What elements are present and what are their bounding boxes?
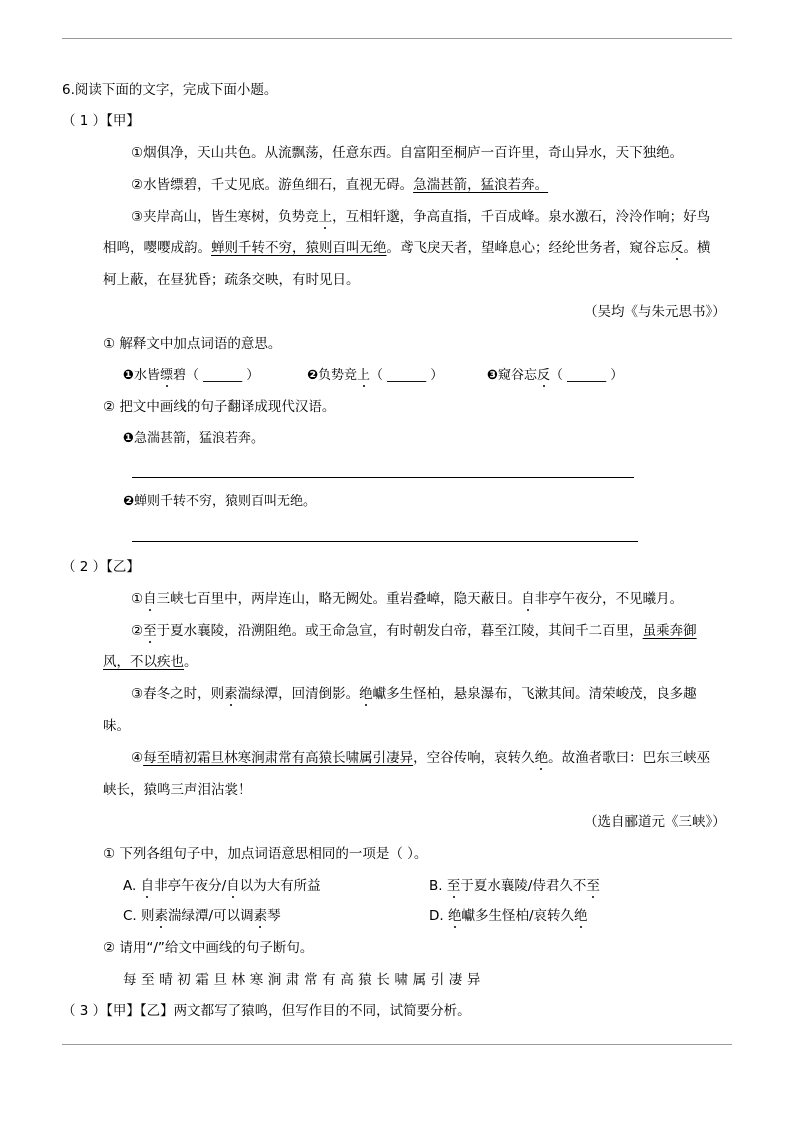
dotted-word-zi: 自 <box>143 591 157 607</box>
p3-line2-a: 相鸣，嘤嘤成韵。 <box>103 240 211 256</box>
underlined-sentence-3a: 虽乘奔御 <box>642 623 697 639</box>
top-divider <box>62 38 732 39</box>
dotted-word: 缥 <box>160 368 174 383</box>
dotted-word-jue: 绝 <box>359 686 373 702</box>
part1-paragraph-2 <box>131 175 548 195</box>
dotted-word: 绝 <box>447 908 462 924</box>
dotted-word: 上 <box>357 368 371 383</box>
p3-text-b: ，互相轩邈，争高直指，千百成峰。泉水激石，泠泠作响；好鸟 <box>332 209 711 225</box>
part1-q2-sentence-2: ❷蝉则千转不穷，猿则百叫无绝。 <box>123 494 317 509</box>
dotted-word: 自 <box>226 878 240 894</box>
answer-line-2[interactable] <box>132 541 638 542</box>
option-d[interactable]: D. 绝巘多生怪柏/哀转久绝 <box>429 908 588 924</box>
dotted-word-zhi: 至 <box>143 623 157 639</box>
underlined-sentence-4: 每至晴初霜旦林寒涧肃常有高猿长啸属引凄异 <box>143 750 414 766</box>
part3-label: （ 3 ）【甲】【乙】两文都写了猿鸣，但写作目的不同，试简要分析。 <box>62 1003 471 1019</box>
dotted-word: 素 <box>253 908 268 924</box>
part2-source: （选自郦道元《三峡》） <box>584 814 726 830</box>
dotted-word-zi-2: 自 <box>521 591 535 607</box>
part2-paragraph-2-line1: ②至于夏水襄陵，沿溯阻绝。或王命急宣，有时朝发白帝，暮至江陵，其间千二百里，虽乘奔御 <box>131 623 697 639</box>
part1-paragraph-3-line2 <box>103 238 711 258</box>
underlined-sentence-3b: 风，不以疾也 <box>103 654 184 670</box>
part2-q1-label: ① 下列各组句子中，加点词语意思相同的一项是（ ）。 <box>103 846 428 862</box>
part2-paragraph-1: ①自三峡七百里中，两岸连山，略无阙处。重岩叠嶂，隐天蔽日。自非亭午夜分，不见曦月。 <box>131 591 684 607</box>
dotted-word: 至 <box>446 878 461 894</box>
item-number: ❶ <box>123 368 135 383</box>
part2-paragraph-3-line2: 味。 <box>103 718 130 734</box>
part1-q1-item-3: ❸窥谷忘反（ ______ ） <box>487 368 624 383</box>
part1-q2-label: ② 把文中画线的句子翻译成现代汉语。 <box>103 399 336 415</box>
part1-source: （吴均《与朱元思书》） <box>584 304 726 320</box>
part1-paragraph-1: ①烟俱净，天山共色。从流飘荡，任意东西。自富阳至桐庐一百许里，奇山异水，天下独绝。 <box>131 145 684 161</box>
dotted-word: 反 <box>537 368 551 383</box>
p3-line2-b: 。鸢飞戾天者，望峰息心；经纶世务者，窥谷忘 <box>386 240 670 256</box>
dotted-word: 至 <box>586 878 600 894</box>
part1-q1-item-2: ❷负势竞上（ ______ ） <box>307 368 444 383</box>
part1-q1-item-1: ❶水皆缥碧（ ______ ） <box>123 368 260 383</box>
dotted-word-shang: 上 <box>318 209 333 225</box>
part2-paragraph-4-line2: 峡长，猿鸣三声泪沾裳！ <box>103 782 252 798</box>
item-number: ❷ <box>307 368 319 383</box>
dotted-word-su: 素 <box>224 686 238 702</box>
underlined-sentence-2: 蝉则千转不穷，猿则百叫无绝 <box>211 240 387 256</box>
option-a[interactable]: A. 自非亭午夜分/自以为大有所益 <box>123 878 321 894</box>
part1-q1-label: ① 解释文中加点词语的意思。 <box>103 336 282 352</box>
answer-line-1[interactable] <box>132 477 634 478</box>
part2-label: （ 2 ）【乙】 <box>62 559 140 575</box>
part1-paragraph-3-line1 <box>131 207 710 227</box>
option-c[interactable]: C. 则素湍绿潭/可以调素琴 <box>123 908 281 924</box>
part2-paragraph-2-line2: 风，不以疾也。 <box>103 654 198 670</box>
part2-paragraph-3-line1: ③春冬之时，则素湍绿潭，回清倒影。绝巘多生怪柏，悬泉瀑布，飞漱其间。清荣峻茂，良多趣 <box>131 686 697 702</box>
dotted-word-fan: 反 <box>670 240 684 256</box>
option-b[interactable]: B. 至于夏水襄陵/侍君久不至 <box>429 878 600 894</box>
item-number: ❸ <box>487 368 499 383</box>
p2-text: ②水皆缥碧，千丈见底。游鱼细石，直视无碍。 <box>131 177 414 193</box>
part2-q2-label: ② 请用“/”给文中画线的句子断句。 <box>103 940 314 956</box>
part2-paragraph-4-line1: ④每至晴初霜旦林寒涧肃常有高猿长啸属引凄异，空谷传响，哀转久绝。故渔者歌曰：巴东三峡巫 <box>131 750 711 766</box>
p3-line2-c: 。横 <box>683 240 711 256</box>
dotted-word: 素 <box>154 908 169 924</box>
underlined-sentence-1: 急湍甚箭，猛浪若奔。 <box>413 177 549 193</box>
dotted-word-jue-2: 绝 <box>534 750 549 766</box>
dotted-word: 绝 <box>574 908 588 924</box>
part1-paragraph-3-line3: 柯上蔽，在昼犹昏；疏条交映，有时见日。 <box>103 272 360 288</box>
p3-text-a: ③夹岸高山，皆生寒树，负势竞 <box>131 209 319 225</box>
question-title: 6.阅读下面的文字，完成下面小题。 <box>62 82 278 98</box>
sentence-to-punctuate: 每至晴初霜旦林寒涧肃常有高猿长啸属引凄异 <box>123 972 485 988</box>
part1-label: （ 1 ）【甲】 <box>62 113 140 129</box>
bottom-divider <box>62 1044 732 1045</box>
part1-q2-sentence-1: ❶急湍甚箭，猛浪若奔。 <box>123 431 265 446</box>
dotted-word: 自 <box>140 878 155 894</box>
